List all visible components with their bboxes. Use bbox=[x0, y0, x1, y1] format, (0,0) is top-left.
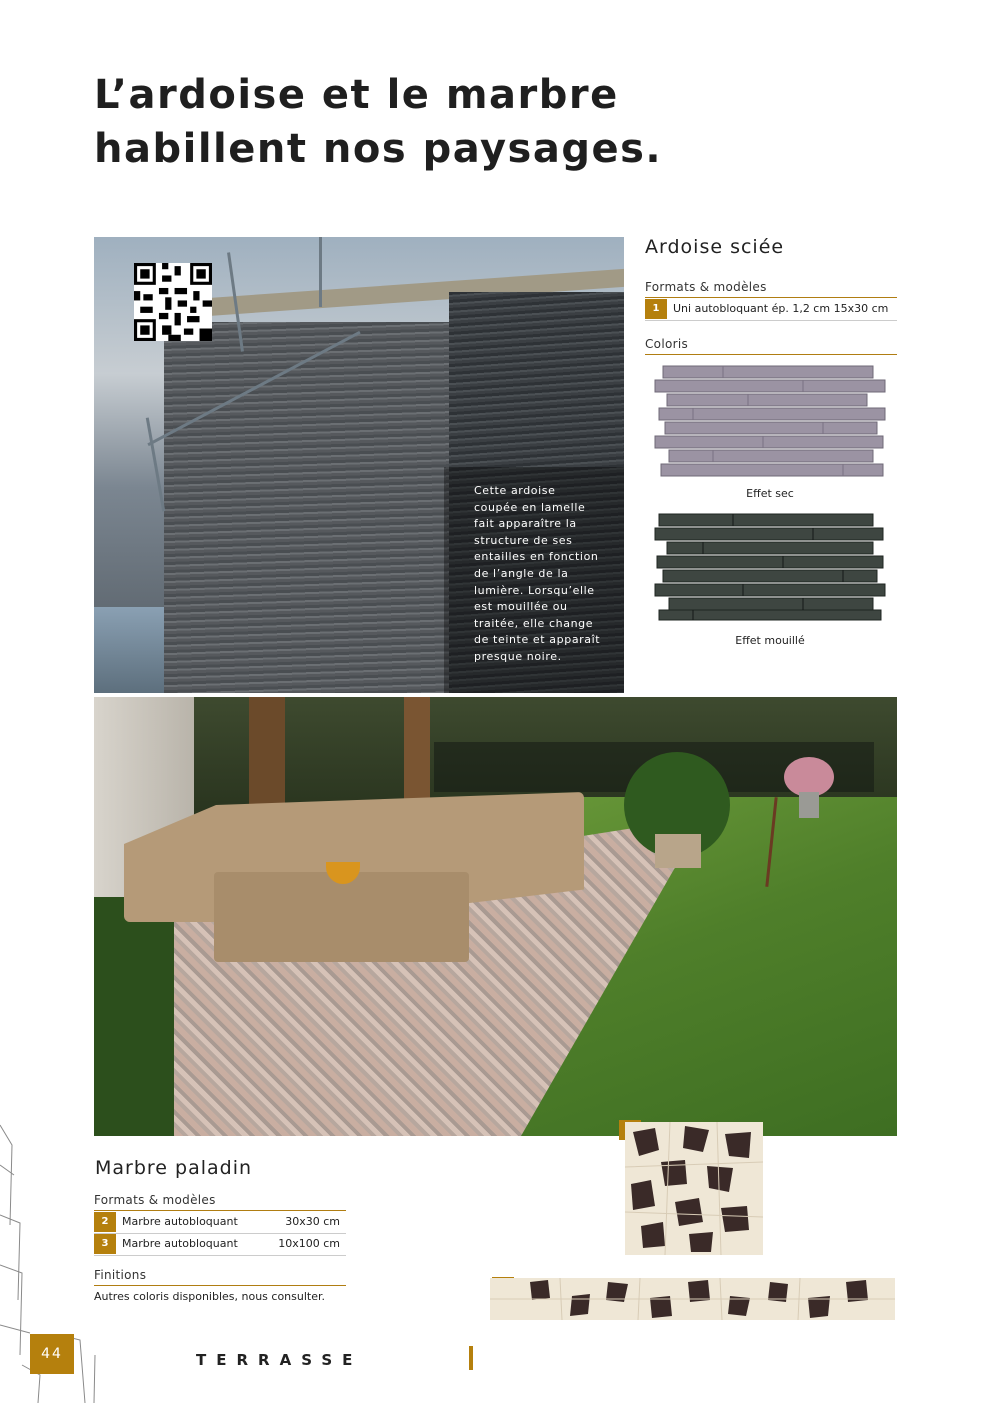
hero-text-line: entailles en fonction bbox=[474, 550, 599, 564]
page-title-line2: habillent nos paysages. bbox=[94, 126, 663, 172]
swatch-dry-caption: Effet sec bbox=[746, 487, 794, 500]
marbre-formats-label: Formats & modèles bbox=[94, 1193, 216, 1207]
format-row-label: Uni autobloquant ép. 1,2 cm 15x30 cm bbox=[673, 302, 889, 315]
finitions-label: Finitions bbox=[94, 1268, 147, 1282]
railing-post bbox=[319, 237, 322, 307]
marble-mosaic-square bbox=[625, 1122, 765, 1257]
swatch-wet-slate bbox=[653, 510, 889, 622]
marble-mosaic-strip bbox=[490, 1278, 897, 1322]
hero-text-line: traitée, elle change bbox=[474, 616, 594, 630]
divider bbox=[645, 320, 897, 321]
marbre-title: Marbre paladin bbox=[95, 1157, 253, 1179]
hero-text-line: coupée en lamelle bbox=[474, 500, 586, 514]
format-badge: 2 bbox=[94, 1212, 116, 1232]
hero-description bbox=[474, 483, 614, 666]
planter-pot bbox=[655, 834, 701, 868]
format-row-size: 10x100 cm bbox=[278, 1237, 340, 1250]
swatch-wet-caption: Effet mouillé bbox=[735, 634, 805, 647]
hero-text-line: de l’angle de la bbox=[474, 566, 569, 580]
wicker-table bbox=[214, 872, 469, 962]
swatch-dry-slate bbox=[653, 362, 889, 478]
hedge bbox=[94, 897, 174, 1136]
format-row-label: Marbre autobloquant bbox=[122, 1215, 238, 1228]
format-row-label: Marbre autobloquant bbox=[122, 1237, 238, 1250]
hero-text-line: de teinte et apparaît bbox=[474, 633, 601, 647]
divider bbox=[645, 354, 897, 355]
page-title bbox=[94, 68, 662, 176]
qr-code-icon[interactable] bbox=[134, 263, 212, 341]
railing-post bbox=[146, 417, 165, 511]
hero-text-line: Cette ardoise bbox=[474, 484, 556, 497]
slate-wall-photo bbox=[94, 237, 624, 693]
planter-pot bbox=[799, 792, 819, 818]
divider bbox=[94, 1255, 346, 1256]
patio-photo bbox=[94, 697, 897, 1136]
section-name: TERRASSE bbox=[196, 1351, 363, 1369]
hydrangea bbox=[784, 757, 834, 797]
hero-text-line: fait apparaître la bbox=[474, 517, 577, 531]
page-title-line1: L’ardoise et le marbre bbox=[94, 72, 619, 118]
ardoise-title: Ardoise sciée bbox=[645, 236, 785, 258]
divider bbox=[94, 1210, 346, 1211]
ardoise-formats-label: Formats & modèles bbox=[645, 280, 767, 294]
coloris-label: Coloris bbox=[645, 337, 689, 351]
hero-text-line: est mouillée ou bbox=[474, 600, 568, 614]
format-badge: 1 bbox=[645, 299, 667, 319]
divider bbox=[645, 297, 897, 298]
page-number: 44 bbox=[30, 1334, 74, 1374]
footer-accent-bar bbox=[469, 1346, 473, 1370]
hero-text-line: lumière. Lorsqu’elle bbox=[474, 583, 595, 597]
divider bbox=[94, 1285, 346, 1286]
divider bbox=[94, 1233, 346, 1234]
format-row-size: 30x30 cm bbox=[285, 1215, 340, 1228]
format-badge: 3 bbox=[94, 1234, 116, 1254]
hero-text-line: structure de ses bbox=[474, 533, 573, 547]
hero-text-line: presque noire. bbox=[474, 649, 562, 663]
slate-wall-front bbox=[164, 322, 454, 693]
finitions-text: Autres coloris disponibles, nous consulter. bbox=[94, 1290, 325, 1303]
